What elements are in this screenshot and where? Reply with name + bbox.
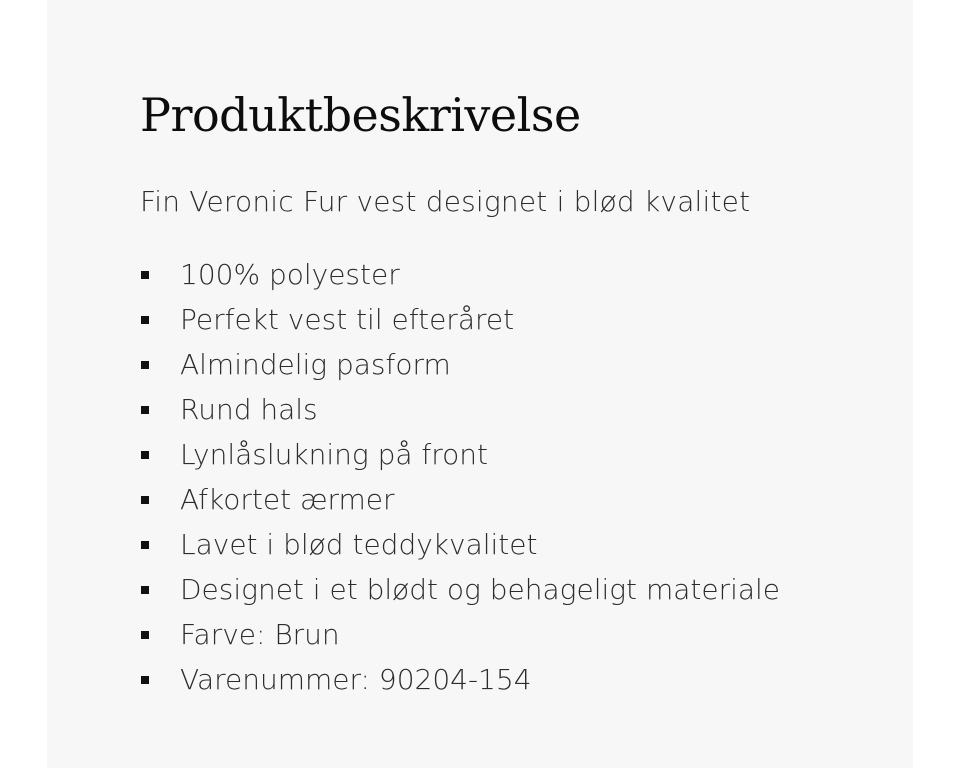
feature-item (140, 252, 880, 297)
bullet-icon (141, 586, 149, 594)
feature-text: Farve: Brun (180, 618, 340, 651)
bullet-icon (141, 316, 149, 324)
feature-item (140, 297, 880, 342)
bullet-icon (141, 631, 149, 639)
feature-item (140, 342, 880, 387)
feature-item (140, 612, 880, 657)
feature-list (140, 252, 880, 702)
bullet-icon (141, 361, 149, 369)
feature-item (140, 567, 880, 612)
feature-item (140, 432, 880, 477)
feature-text: Rund hals (180, 393, 318, 426)
feature-item (140, 477, 880, 522)
feature-text: Designet i et blødt og behageligt materiale (180, 573, 781, 606)
feature-text: Perfekt vest til efteråret (180, 303, 515, 336)
bullet-icon (141, 496, 149, 504)
feature-text: 100% polyester (180, 258, 400, 291)
bullet-icon (141, 406, 149, 414)
feature-text: Varenummer: 90204-154 (180, 663, 532, 696)
bullet-icon (141, 451, 149, 459)
feature-text: Afkortet ærmer (180, 483, 395, 516)
product-description-content (140, 82, 880, 702)
feature-text: Lavet i blød teddykvalitet (180, 528, 538, 561)
feature-item (140, 522, 880, 567)
bullet-icon (141, 541, 149, 549)
feature-text: Lynlåslukning på front (180, 438, 489, 471)
bullet-icon (141, 676, 149, 684)
bullet-icon (141, 271, 149, 279)
product-intro: Fin Veronic Fur vest designet i blød kvalitet (140, 185, 751, 218)
feature-item (140, 387, 880, 432)
section-title: Produktbeskrivelse (140, 88, 581, 142)
feature-text: Almindelig pasform (180, 348, 451, 381)
product-description-panel (47, 0, 913, 768)
feature-item (140, 657, 880, 702)
